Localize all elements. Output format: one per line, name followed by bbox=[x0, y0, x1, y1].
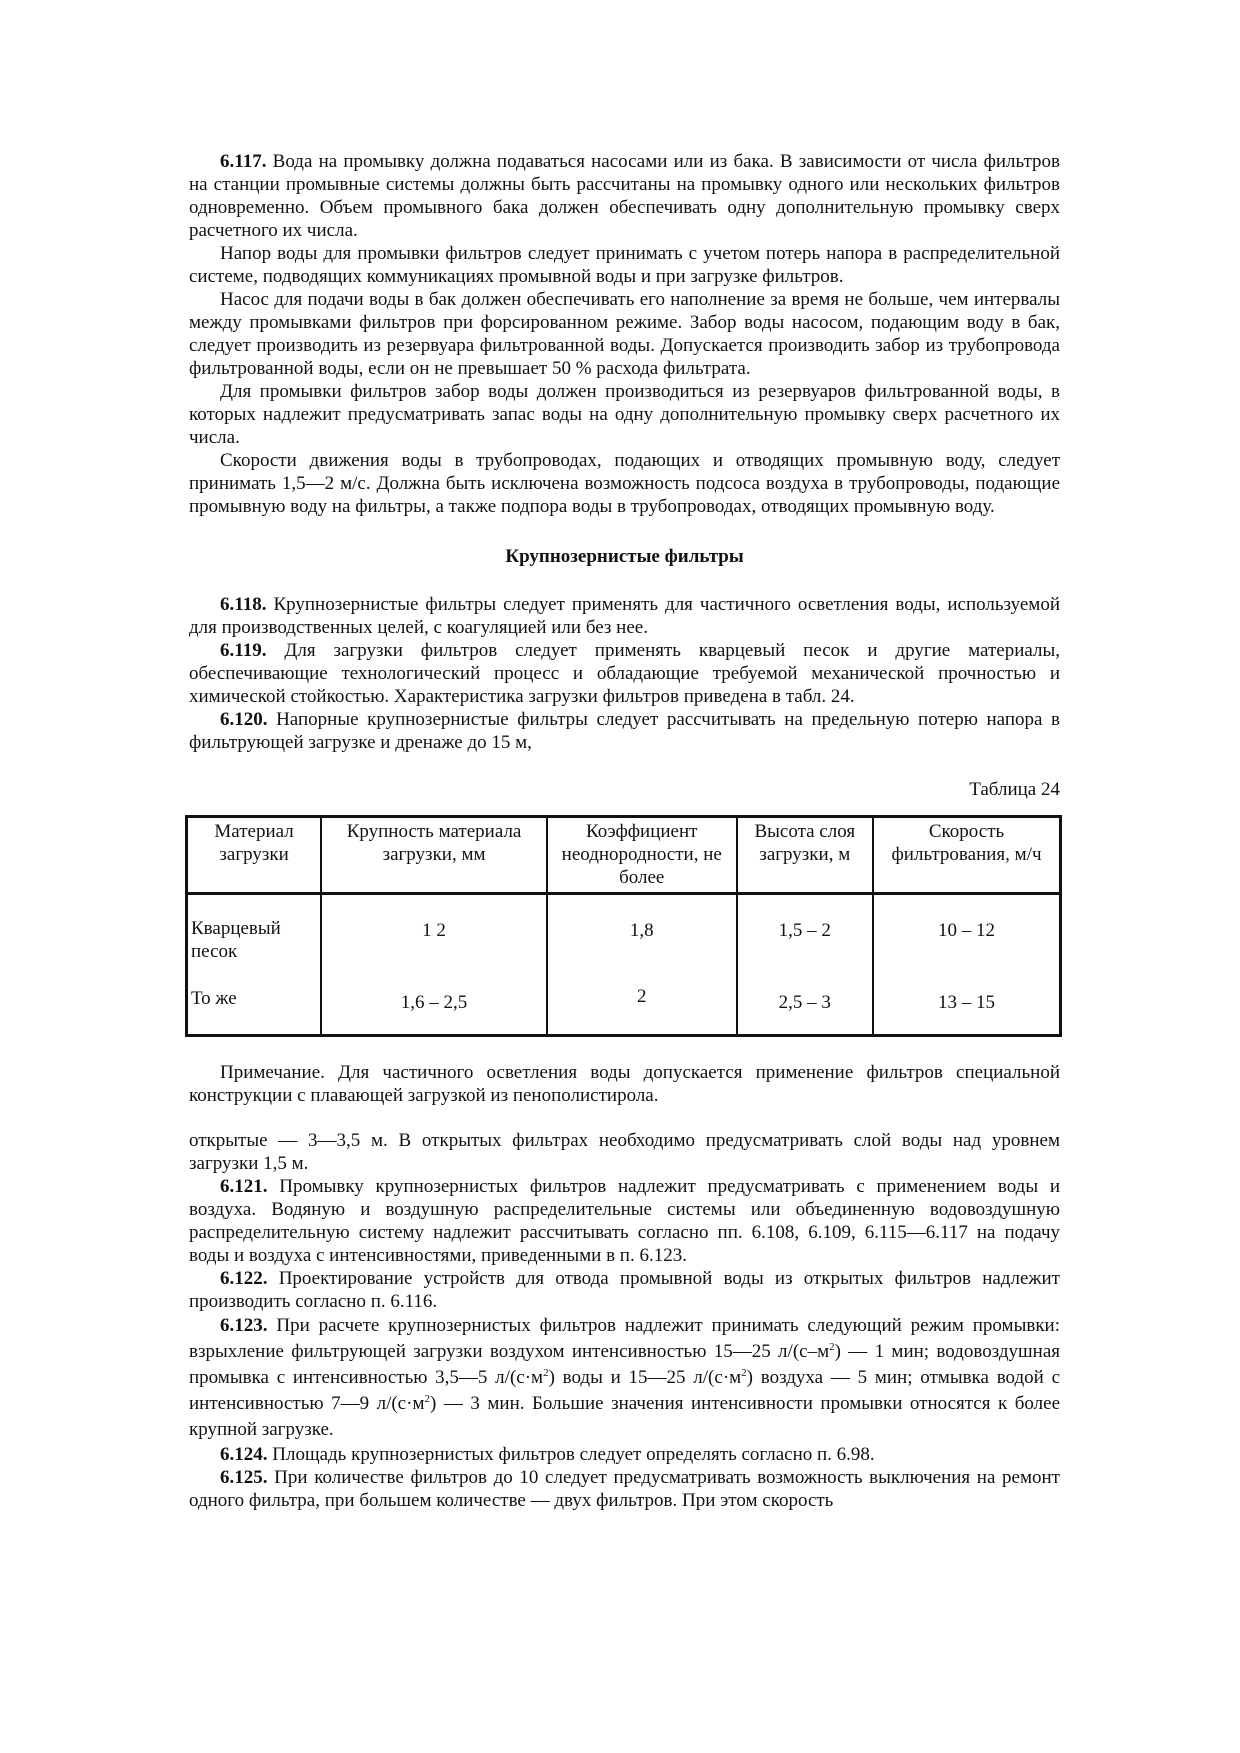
clause-text: ) воды и 15—25 л/(с·м bbox=[548, 1367, 742, 1388]
clause-text: При расчете крупнозернистых фильтров надлежит принимать следующий режим промывки: взрыхление фильтрующей загрузки воздухом интенсивностью 15—25 л/(с–м bbox=[189, 1315, 1060, 1362]
column-header: Скорость фильтрования, м/ч bbox=[873, 817, 1060, 894]
table-cell: 1,5 – 2 bbox=[737, 894, 874, 972]
table-cell: 1 2 bbox=[321, 894, 547, 972]
table-cell: 1,8 bbox=[547, 894, 737, 972]
paragraph-6-124 bbox=[189, 1443, 1060, 1466]
superscript: 2 bbox=[829, 1341, 835, 1353]
paragraph-6-120 bbox=[189, 708, 1060, 754]
clause-text: Напорные крупнозернистые фильтры следует рассчитывать на предельную потерю напора в фильтрующей загрузке и дренаже до 15 м, bbox=[189, 709, 1060, 753]
table-cell: 1,6 – 2,5 bbox=[321, 971, 547, 1036]
table-note: Примечание. Для частичного осветления воды допускается применение фильтров специальной конструкции с плавающей загрузкой из пенополистирола. bbox=[189, 1062, 1060, 1106]
superscript: 2 bbox=[741, 1367, 747, 1379]
clause-text: Проектирование устройств для отвода промывной воды из открытых фильтров надлежит производить согласно п. 6.116. bbox=[189, 1268, 1060, 1312]
clause-number: 6.119. bbox=[220, 640, 267, 661]
clause-text: Крупнозернистые фильтры следует применять для частичного осветления воды, используемой для производственных целей, с коагуляцией или без нее. bbox=[189, 594, 1060, 638]
paragraph-wash-pressure: Напор воды для промывки фильтров следует принимать с учетом потерь напора в распределительной системе, подводящих коммуникациях промывной воды и при загрузке фильтров. bbox=[189, 243, 1060, 287]
table-cell: 2,5 – 3 bbox=[737, 971, 874, 1036]
document-page bbox=[189, 150, 1060, 1512]
column-header: Материал загрузки bbox=[187, 817, 322, 894]
clause-number: 6.118. bbox=[220, 594, 267, 615]
clause-number: 6.120. bbox=[220, 709, 268, 730]
superscript: 2 bbox=[424, 1393, 430, 1405]
paragraph-6-117 bbox=[189, 150, 1060, 242]
clause-text: Площадь крупнозернистых фильтров следует определять согласно п. 6.98. bbox=[267, 1444, 875, 1465]
paragraph-6-122 bbox=[189, 1267, 1060, 1313]
table-row bbox=[187, 971, 1061, 1036]
column-header: Высота слоя загрузки, м bbox=[737, 817, 874, 894]
clause-number: 6.121. bbox=[220, 1176, 268, 1197]
paragraph-tank-pump: Насос для подачи воды в бак должен обеспечивать его наполнение за время не больше, чем интервалы между промывками фильтров при форсированном режиме. Забор воды насосом, подающим воду в бак, следует производить из резервуара фильтрованной воды. Допускается производить забор из трубопровода фильтрованной воды, если он не превышает 50 % расхода фильтрата. bbox=[189, 289, 1060, 379]
table-caption: Таблица 24 bbox=[969, 779, 1060, 800]
clause-number: 6.122. bbox=[220, 1268, 268, 1289]
clause-number: 6.124. bbox=[220, 1444, 268, 1465]
table-cell: 10 – 12 bbox=[873, 894, 1060, 972]
table-row bbox=[187, 894, 1061, 972]
table-cell: 13 – 15 bbox=[873, 971, 1060, 1036]
section-heading: Крупнозернистые фильтры bbox=[505, 546, 744, 567]
paragraph-6-119 bbox=[189, 639, 1060, 708]
clause-text: При количестве фильтров до 10 следует предусматривать возможность выключения на ремонт одного фильтра, при большем количестве — двух фильтров. При этом скорость bbox=[189, 1467, 1060, 1511]
paragraph-6-123 bbox=[189, 1313, 1060, 1443]
clause-text: ) — 1 мин; водовоздушная промывка с интенсивностью 3,5—5 л/(с·м bbox=[189, 1341, 1060, 1388]
clause-text: Промывку крупнозернистых фильтров надлежит предусматривать с применением воды и воздуха. Водяную и воздушную распределительные системы или объединенную водовоздушную распределительную систему надлежит рассчитывать согласно пп. 6.108, 6.109, 6.115—6.117 на подачу воды и воздуха с интенсивностями, приведенными в п. 6.123. bbox=[189, 1176, 1060, 1266]
clause-text: ) воздуха — 5 мин; отмывка водой с интенсивностью 7—9 л/(с·м bbox=[189, 1367, 1061, 1414]
clause-number: 6.123. bbox=[220, 1315, 268, 1336]
clause-text: Вода на промывку должна подаваться насосами или из бака. В зависимости от числа фильтров на станции промывные системы должны быть рассчитаны на промывку одного или нескольких фильтров одновременно. Объем промывного бака должен обеспечивать одну дополнительную промывку сверх расчетного их числа. bbox=[189, 151, 1060, 241]
clause-number: 6.125. bbox=[220, 1467, 268, 1488]
table-cell: 2 bbox=[547, 971, 737, 1036]
paragraph-6-125 bbox=[189, 1466, 1060, 1512]
clause-text: Для загрузки фильтров следует применять кварцевый песок и другие материалы, обеспечивающие технологический процесс и обладающие требуемой механической прочностью и химической стойкостью. Характеристика загрузки фильтров приведена в табл. 24. bbox=[189, 640, 1060, 707]
paragraph-6-118 bbox=[189, 593, 1060, 639]
table-header-row bbox=[187, 817, 1061, 894]
paragraph-water-intake: Для промывки фильтров забор воды должен производиться из резервуаров фильтрованной воды, в которых надлежит предусматривать запас воды на одну дополнительную промывку сверх расчетного их числа. bbox=[189, 381, 1060, 448]
table-cell: То же bbox=[187, 971, 322, 1036]
clause-text: ) — 3 мин. Большие значения интенсивности промывки относятся к более крупной загрузке. bbox=[189, 1393, 1061, 1440]
column-header: Крупность материала загрузки, мм bbox=[321, 817, 547, 894]
filter-loading-table bbox=[185, 815, 1062, 1037]
column-header: Коэффициент неоднородности, не более bbox=[547, 817, 737, 894]
paragraph-open-filters: открытые — 3—3,5 м. В открытых фильтрах необходимо предусматривать слой воды над уровнем загрузки 1,5 м. bbox=[189, 1130, 1060, 1174]
paragraph-pipe-velocity: Скорости движения воды в трубопроводах, подающих и отводящих промывную воду, следует принимать 1,5—2 м/с. Должна быть исключена возможность подсоса воздуха в трубопроводы, подающие промывную воду на фильтры, а также подпора воды в трубопроводах, отводящих промывную воду. bbox=[189, 450, 1060, 517]
superscript: 2 bbox=[543, 1367, 549, 1379]
paragraph-6-121 bbox=[189, 1175, 1060, 1267]
table-cell: Кварцевый песок bbox=[187, 894, 322, 972]
clause-number: 6.117. bbox=[220, 151, 267, 172]
